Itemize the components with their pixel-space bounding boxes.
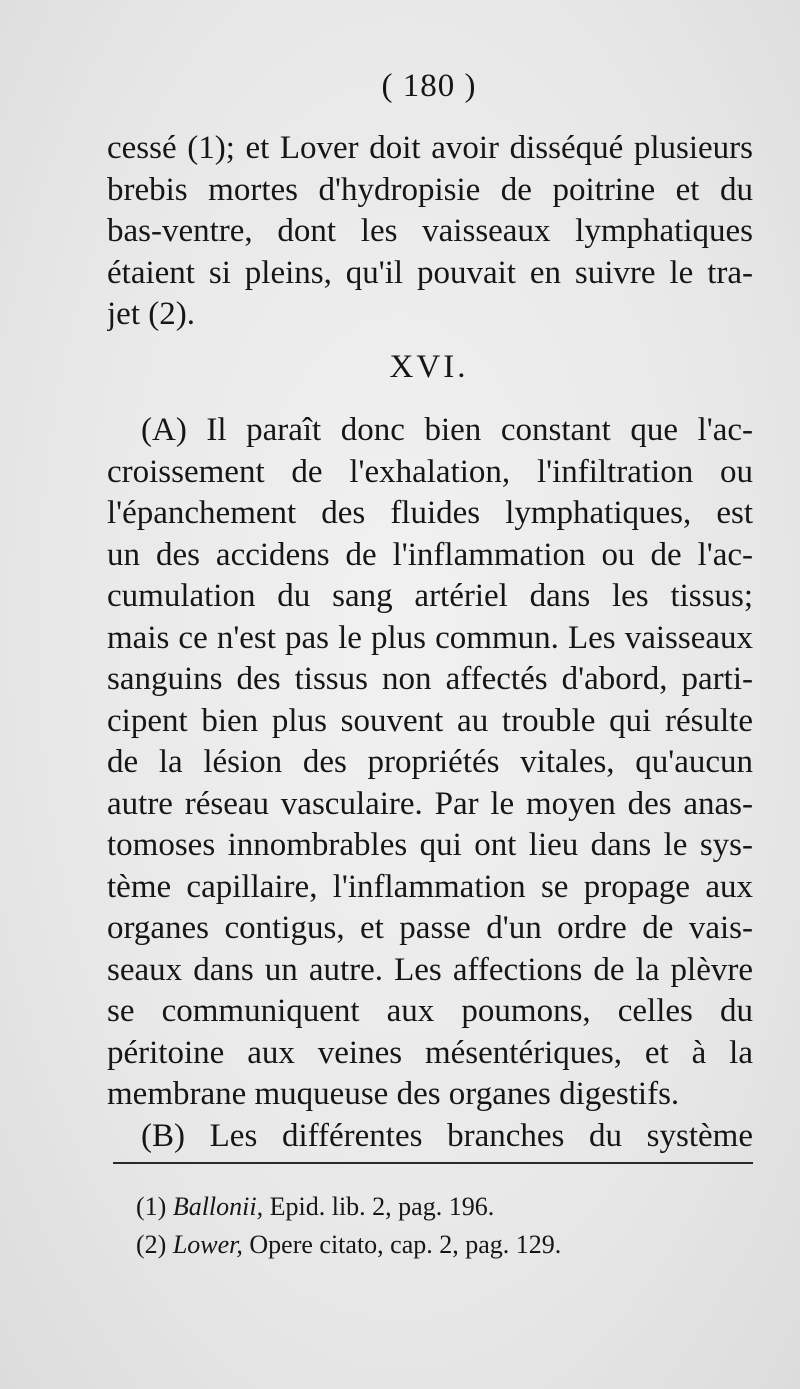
footnote-marker: (1) [136,1192,167,1221]
text-line: seaux dans un autre. Les affections de la plèvre [107,951,753,988]
footnote-1 [136,1188,736,1226]
footnote-2 [136,1226,736,1264]
footnote-reference: Epid. lib. 2, pag. 196. [263,1192,495,1221]
text-line: cumulation du sang artériel dans les tissus; [107,578,753,614]
text-line: jet (2). [107,296,195,332]
text-line: autre réseau vasculaire. Par le moyen des anas- [107,785,753,822]
paragraph-section-xvi [107,409,753,1156]
paragraph-continued [107,127,753,335]
text-line: bas-ventre, dont les vaisseaux lymphatiques [107,213,753,249]
text-line [107,409,753,451]
text-line: organes contigus, et passe d'un ordre de vais- [107,910,753,946]
section-heading: XVI. [389,349,469,385]
footnote-author: Lower, [172,1230,243,1259]
text-line: l'épanchement des fluides lymphatiques, est [107,495,753,531]
text-line: sanguins des tissus non affectés d'abord, parti- [107,661,753,697]
footnote-author: Ballonii, [172,1192,264,1221]
footnotes [136,1188,736,1264]
footnote-reference: Opere citato, cap. 2, pag. 129. [242,1230,562,1259]
text-line: tomoses innombrables qui ont lieu dans le sys- [107,827,753,863]
text-line-content: (A) Il paraît donc bien constant que l'ac- [141,412,753,448]
text-line [107,1115,753,1157]
text-line: croissement de l'exhalation, l'infiltration ou [107,453,753,490]
text-line: cipent bien plus souvent au trouble qui résulte [107,702,753,739]
text-line: brebis mortes d'hydropisie de poitrine et du [107,171,753,208]
text-line-content: (B) Les différentes branches du système [141,1117,753,1154]
text-line: tème capillaire, l'inflammation se propage aux [107,868,753,905]
footnote-marker: (2) [136,1230,167,1259]
footnote-divider [113,1162,753,1164]
text-line: mais ce n'est pas le plus commun. Les vaisseaux [107,619,753,656]
text-line: un des accidens de l'inflammation ou de l'ac- [107,536,753,573]
text-line: membrane muqueuse des organes digestifs. [107,1076,680,1112]
text-line: cessé (1); et Lover doit avoir disséqué plusieurs [107,130,753,166]
text-line: étaient si pleins, qu'il pouvait en suivre le tra- [107,254,753,291]
text-line: de la lésion des propriétés vitales, qu'aucun [107,744,753,780]
text-line: se communiquent aux poumons, celles du [107,993,753,1029]
page-number: ( 180 ) [381,68,477,104]
text-line: péritoine aux veines mésentériques, et à la [107,1034,753,1071]
